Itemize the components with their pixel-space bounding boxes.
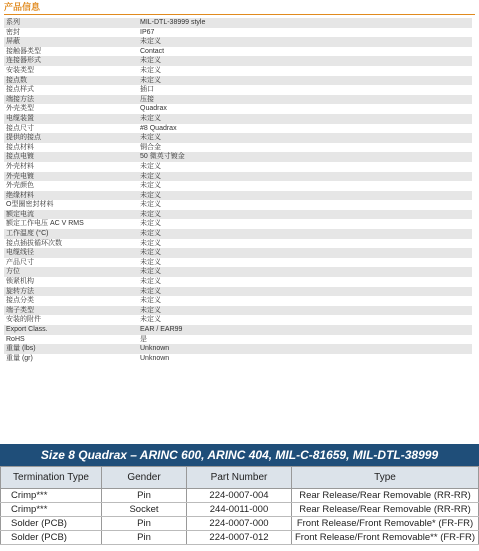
table-title: Size 8 Quadrax – ARINC 600, ARINC 404, MIL-C-81659, MIL-DTL-38999 — [0, 444, 479, 466]
table-row — [1, 517, 479, 531]
spec-value: 未定义 — [138, 191, 472, 201]
termination-type-cell: Crimp*** — [1, 503, 102, 517]
spec-value: 未定义 — [138, 306, 472, 316]
spec-row — [4, 76, 472, 86]
spec-row — [4, 124, 472, 134]
spec-value: MIL-DTL-38999 style — [138, 18, 472, 28]
table-row — [1, 503, 479, 517]
spec-value: 未定义 — [138, 162, 472, 172]
spec-label: 电缆装置 — [4, 114, 138, 124]
gender-cell: Pin — [102, 531, 187, 545]
spec-row — [4, 47, 472, 57]
spec-value: 未定义 — [138, 37, 472, 47]
spec-value: 未定义 — [138, 258, 472, 268]
spec-label: 额定电流 — [4, 210, 138, 220]
type-cell: Rear Release/Rear Removable (RR-RR) — [292, 489, 479, 503]
spec-label: O型圈密封材料 — [4, 200, 138, 210]
type-cell: Front Release/Front Removable* (FR-FR) — [292, 517, 479, 531]
spec-label: 产品尺寸 — [4, 258, 138, 268]
spec-row — [4, 200, 472, 210]
spec-value: 未定义 — [138, 229, 472, 239]
spec-row — [4, 325, 472, 335]
spec-value: 是 — [138, 335, 472, 345]
spec-row — [4, 354, 472, 364]
spec-row — [4, 219, 472, 229]
spec-value: 未定义 — [138, 296, 472, 306]
table-row — [1, 531, 479, 545]
spec-value: 未定义 — [138, 267, 472, 277]
spec-label: 重量 (lbs) — [4, 344, 138, 354]
spec-value: EAR / EAR99 — [138, 325, 472, 335]
spec-value: 未定义 — [138, 219, 472, 229]
termination-type-cell: Solder (PCB) — [1, 517, 102, 531]
spec-row — [4, 95, 472, 105]
spec-label: 安装类型 — [4, 66, 138, 76]
spec-value: 未定义 — [138, 181, 472, 191]
termination-type-cell: Solder (PCB) — [1, 531, 102, 545]
spec-row — [4, 181, 472, 191]
spec-row — [4, 248, 472, 258]
spec-row — [4, 287, 472, 297]
spec-label: 安装的附件 — [4, 315, 138, 325]
spec-row — [4, 152, 472, 162]
spec-label: 绝缘材料 — [4, 191, 138, 201]
table-row — [1, 489, 479, 503]
spec-row — [4, 335, 472, 345]
spec-value: 未定义 — [138, 248, 472, 258]
spec-row — [4, 133, 472, 143]
spec-label: 外壳颜色 — [4, 181, 138, 191]
spec-label: 接点电镀 — [4, 152, 138, 162]
spec-value: Unknown — [138, 354, 472, 364]
spec-label: 方位 — [4, 267, 138, 277]
spec-value: Contact — [138, 47, 472, 57]
part-number-cell: 224-0007-012 — [187, 531, 292, 545]
spec-label: 接点材料 — [4, 143, 138, 153]
spec-row — [4, 315, 472, 325]
spec-row — [4, 344, 472, 354]
spec-label: 外壳材料 — [4, 162, 138, 172]
spec-row — [4, 296, 472, 306]
gender-cell: Socket — [102, 503, 187, 517]
spec-label: 提供的接点 — [4, 133, 138, 143]
spec-row — [4, 267, 472, 277]
part-number-cell: 224-0007-000 — [187, 517, 292, 531]
spec-value: 未定义 — [138, 76, 472, 86]
spec-row — [4, 104, 472, 114]
spec-row — [4, 66, 472, 76]
spec-value: 铜合金 — [138, 143, 472, 153]
spec-value: 50 微英寸镀金 — [138, 152, 472, 162]
spec-label: 接点插拔循环次数 — [4, 239, 138, 249]
spec-label: RoHS — [4, 335, 138, 345]
spec-value: 未定义 — [138, 239, 472, 249]
spec-label: 接点尺寸 — [4, 124, 138, 134]
header-gender: Gender — [102, 467, 187, 489]
spec-label: 重量 (gr) — [4, 354, 138, 364]
spec-label: 旋转方法 — [4, 287, 138, 297]
spec-value: 未定义 — [138, 133, 472, 143]
spec-row — [4, 277, 472, 287]
spec-value: IP67 — [138, 28, 472, 38]
spec-row — [4, 143, 472, 153]
spec-row — [4, 18, 472, 28]
termination-table — [0, 466, 479, 545]
type-cell: Front Release/Front Removable** (FR-FR) — [292, 531, 479, 545]
spec-label: 额定工作电压 AC V RMS — [4, 219, 138, 229]
spec-row — [4, 85, 472, 95]
spec-value: 未定义 — [138, 66, 472, 76]
type-cell: Rear Release/Rear Removable (RR-RR) — [292, 503, 479, 517]
spec-label: Export Class. — [4, 325, 138, 335]
spec-label: 端接方法 — [4, 95, 138, 105]
spec-value: 未定义 — [138, 210, 472, 220]
header-type: Type — [292, 467, 479, 489]
spec-value: 插口 — [138, 85, 472, 95]
spec-row — [4, 258, 472, 268]
section-divider — [4, 14, 475, 15]
spec-row — [4, 306, 472, 316]
spec-value: 未定义 — [138, 287, 472, 297]
spec-value: 未定义 — [138, 315, 472, 325]
spec-label: 锁紧机构 — [4, 277, 138, 287]
spec-value: 未定义 — [138, 277, 472, 287]
spec-row — [4, 239, 472, 249]
spec-label: 端子类型 — [4, 306, 138, 316]
header-part-number: Part Number — [187, 467, 292, 489]
spec-label: 连接器形式 — [4, 56, 138, 66]
spec-row — [4, 114, 472, 124]
spec-value: 未定义 — [138, 56, 472, 66]
spec-row — [4, 162, 472, 172]
part-number-cell: 224-0007-004 — [187, 489, 292, 503]
spec-value: #8 Quadrax — [138, 124, 472, 134]
spec-label: 电缆线径 — [4, 248, 138, 258]
gender-cell: Pin — [102, 517, 187, 531]
spec-label: 工作温度 (°C) — [4, 229, 138, 239]
spec-label: 接点数 — [4, 76, 138, 86]
spec-row — [4, 56, 472, 66]
spec-label: 外壳类型 — [4, 104, 138, 114]
spec-value: 压接 — [138, 95, 472, 105]
section-title: 产品信息 — [4, 2, 41, 12]
spec-value: 未定义 — [138, 172, 472, 182]
spec-table — [4, 18, 472, 363]
spec-row — [4, 172, 472, 182]
gender-cell: Pin — [102, 489, 187, 503]
spec-label: 接触器类型 — [4, 47, 138, 57]
spec-label: 接点分类 — [4, 296, 138, 306]
spec-label: 屏蔽 — [4, 37, 138, 47]
spec-value: 未定义 — [138, 200, 472, 210]
spec-label: 接点样式 — [4, 85, 138, 95]
spec-row — [4, 229, 472, 239]
spec-row — [4, 191, 472, 201]
spec-row — [4, 28, 472, 38]
spec-value: Unknown — [138, 344, 472, 354]
spec-value: 未定义 — [138, 114, 472, 124]
spec-value: Quadrax — [138, 104, 472, 114]
spec-label: 系列 — [4, 18, 138, 28]
header-termination-type: Termination Type — [1, 467, 102, 489]
spec-label: 密封 — [4, 28, 138, 38]
spec-row — [4, 37, 472, 47]
part-number-cell: 244-0011-000 — [187, 503, 292, 517]
spec-label: 外壳电镀 — [4, 172, 138, 182]
termination-type-cell: Crimp*** — [1, 489, 102, 503]
spec-row — [4, 210, 472, 220]
